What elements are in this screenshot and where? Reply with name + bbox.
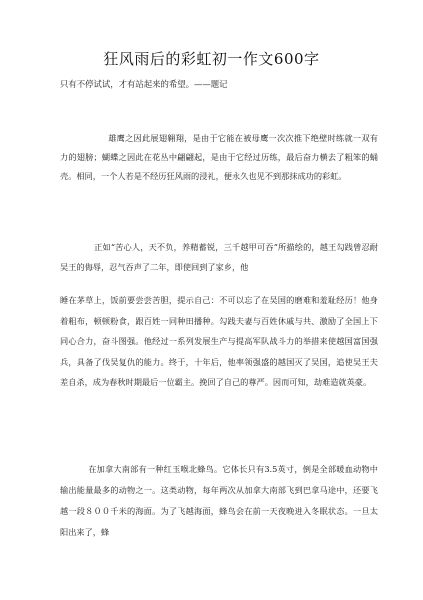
- paragraph-text: 在加拿大南部有一种红玉喉北蜂鸟。它体长只有3.5英寸，倒是全部暖血动物中输出能量最多的动物之一。这类动物，每年两次从加拿大南部飞到巴拿马途中，还要飞越一段８００千米的海面。为了飞越海面，蜂鸟会在前一天夜晚进入冬眠状态。一旦太阳出来了，蜂: [60, 464, 378, 537]
- paragraph-goujian-story: [60, 290, 378, 393]
- paragraph-goujian-intro: [60, 237, 378, 277]
- paragraph-text: 雄鹰之因此展翅翱翔，是由于它能在被母鹰一次次推下绝壁时练就一双有力的翅膀；蝴蝶之因此在花丛中翩翩起，是由于它经过历练，最后奋力横去了粗笨的蛹壳。相同，一个人若是不经历狂风雨的浸礼，便永久也见不到那抹成功的彩虹。: [60, 133, 378, 181]
- paragraph-eagle: [60, 129, 378, 186]
- paragraph-text: 睡在茅草上，饭前要尝尝苦胆，提示自己：不可以忘了在吴国的磨难和羞耻经历！他身着粗布，顿顿粉食，跟百姓一同种田播种。勾践夫妻与百姓休戚与共、激励了全国上下同心合力，奋斗图强。他经过一系列发展生产与提高军队战斗力的举措来使越国富国强兵，具备了伐吴复仇的能力。终于，十年后，他率领强盛的越国灭了吴国，追使吴王夫差自杀，成为春秋时期最后一位霸主。挽回了自己的尊严。因而可知，劫难造就英豪。: [60, 295, 378, 387]
- paragraph-hummingbird: [60, 459, 378, 543]
- paragraph-text: 正如“苦心人，天不负，养精蓄锐，三千越甲可吞”所描绘的，越王勾践曾忍耐吴王的侮辱，忍气吞声了二年，即使回到了家乡，他: [60, 242, 378, 272]
- page-title: 狂风雨后的彩虹初一作文600字: [103, 50, 320, 68]
- epigraph: 只有不停试试，才有站起来的希望。——题记: [60, 79, 228, 89]
